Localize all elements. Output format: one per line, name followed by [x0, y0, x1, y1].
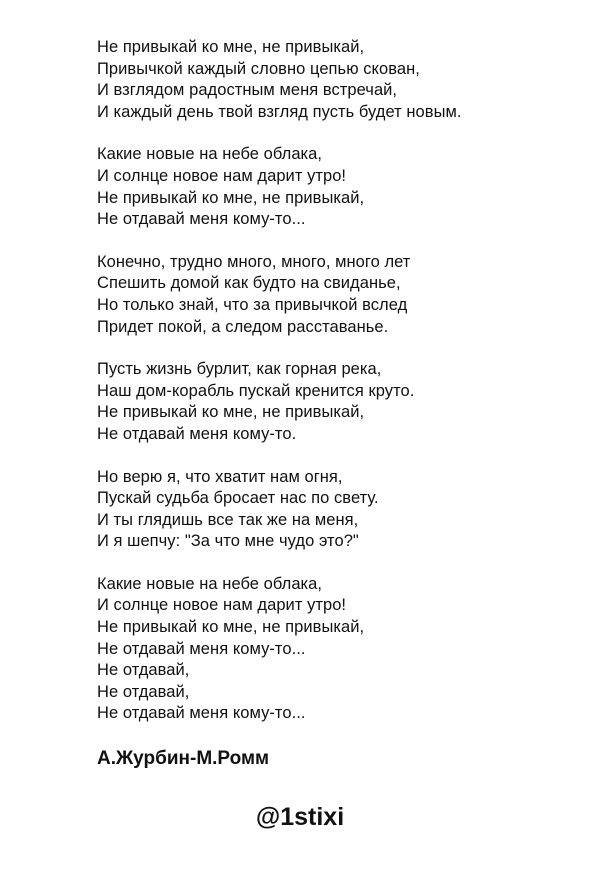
poem-line: И солнце новое нам дарит утро! [97, 596, 347, 615]
stanza-4 [97, 359, 577, 445]
poem-text [97, 37, 577, 746]
authors-credit: А.Журбин-М.Ромм [97, 748, 270, 769]
poem-line: Наш дом-корабль пускай кренится круто. [97, 381, 415, 400]
poem-line: Не привыкай ко мне, не привыкай, [97, 403, 365, 422]
poem-line: Придет покой, а следом расставанье. [97, 317, 389, 336]
stanza-3 [97, 252, 577, 338]
poem-line: Но только знай, что за привычкой вслед [97, 295, 408, 314]
stanza-6 [97, 574, 577, 725]
poem-line: Конечно, трудно много, много, много лет [97, 252, 411, 271]
stanza-1 [97, 37, 577, 123]
poem-line: Не отдавай, [97, 661, 190, 680]
poem-line: Спешить домой как будто на свиданье, [97, 274, 401, 293]
poem-line: Не отдавай меня кому-то. [97, 424, 297, 443]
poem-line: Но верю я, что хватит нам огня, [97, 467, 343, 486]
stanza-2 [97, 144, 577, 230]
channel-handle: @1stixi [255, 803, 345, 831]
poem-line: Какие новые на небе облака, [97, 574, 323, 593]
poem-line: Не привыкай ко мне, не привыкай, [97, 188, 365, 207]
poem-line: Пускай судьба бросает нас по свету. [97, 489, 379, 508]
poem-line: Какие новые на небе облака, [97, 145, 323, 164]
poem-line: Не отдавай меня кому-то... [97, 704, 306, 723]
poem-line: Не отдавай меня кому-то... [97, 639, 306, 658]
poem-line: И каждый день твой взгляд пусть будет новым. [97, 102, 462, 121]
stanza-5 [97, 467, 577, 553]
poem-line: И солнце новое нам дарит утро! [97, 166, 347, 185]
poem-line: Не отдавай, [97, 682, 190, 701]
poem-line: И ты глядишь все так же на меня, [97, 510, 359, 529]
poem-line: Не привыкай ко мне, не привыкай, [97, 38, 365, 56]
poem-line: Не отдавай меня кому-то... [97, 210, 306, 229]
poem-line: Привычкой каждый словно цепью скован, [97, 59, 420, 78]
poem-line: Не привыкай ко мне, не привыкай, [97, 618, 365, 637]
poem-line: Пусть жизнь бурлит, как горная река, [97, 360, 382, 379]
poem-line: И я шепчу: "За что мне чудо это?" [97, 532, 359, 551]
poem-line: И взглядом радостным меня встречай, [97, 81, 398, 100]
